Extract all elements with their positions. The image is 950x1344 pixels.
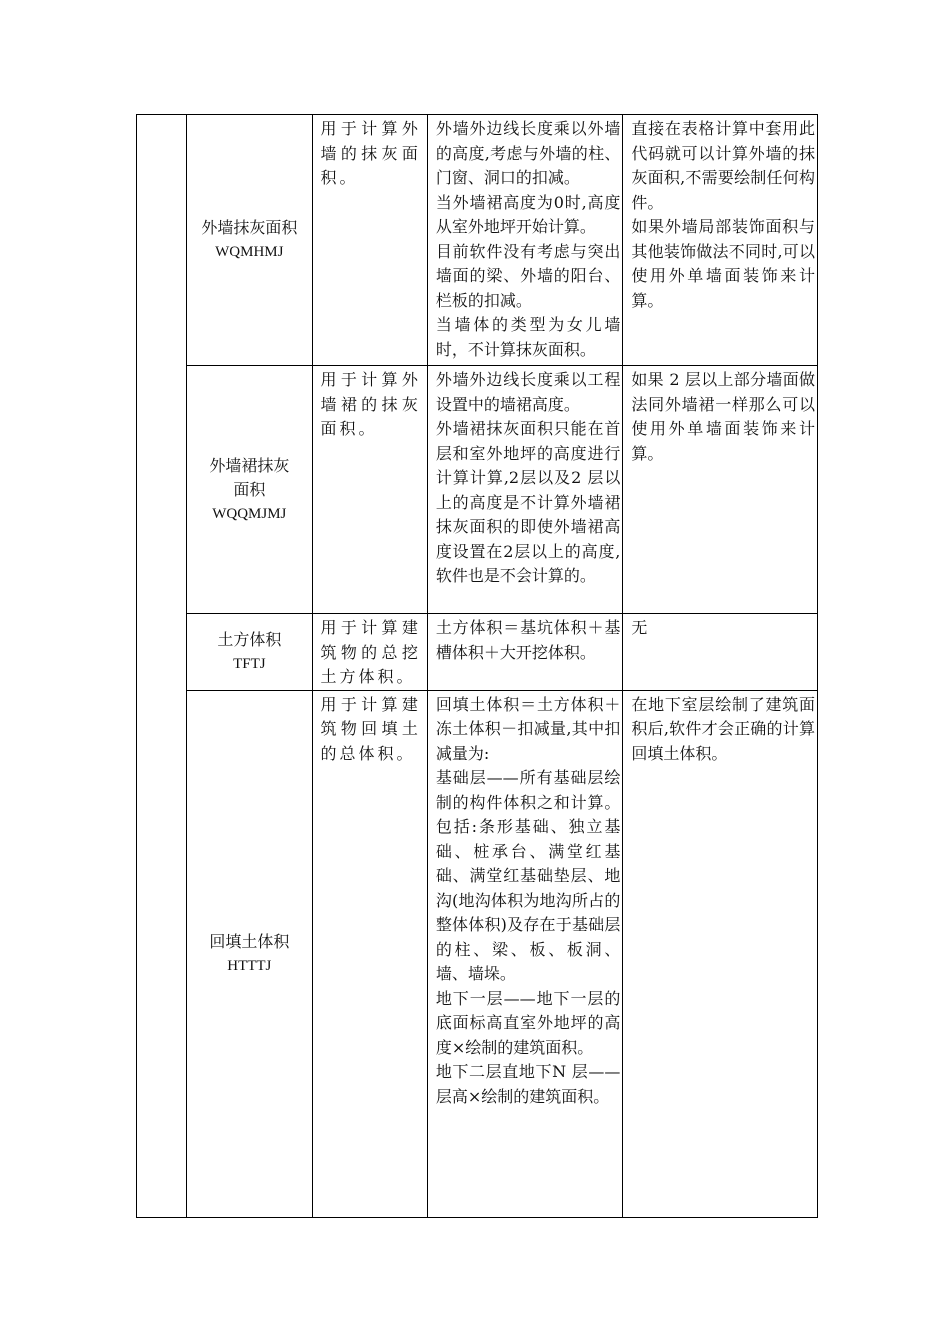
rule-paragraph: 土方体积＝基坑体积＋基槽体积＋大开挖体积。 [435,618,621,662]
usage-cell [312,614,427,691]
table-row [137,366,818,614]
usage-text: 用于计算外墙裙的抹灰面积。 [320,370,421,438]
rule-paragraph: 当墙体的类型为女儿墙时，不计算抹灰面积。 [435,315,621,359]
usage-cell [312,690,427,1217]
rule-paragraph: 回填土体积＝土方体积＋冻土体积－扣减量,其中扣减量为: [435,694,621,763]
rule-text [428,115,623,362]
item-code: WQQMJMJ [212,505,287,522]
note-text [623,366,817,466]
item-name: 外墙裙抹灰面积 [209,455,290,499]
rule-paragraph: 外墙外边线长度乘以工程设置中的墙裙高度。 [435,370,621,414]
item-name: 外墙抹灰面积 [201,218,298,237]
item-code: WQMHMJ [215,244,284,260]
rule-paragraph: 地下一层——地下一层的底面标高直室外地坪的高度×绘制的建筑面积。 [435,988,621,1057]
code-reference-table [136,114,818,1218]
item-name-cell [187,690,312,1217]
table-row [137,614,818,691]
item-name-cell [187,115,312,366]
rule-paragraph: 基础层——所有基础层绘制的构件体积之和计算。包括:条形基础、独立基础、桩承台、满堂红基础、满堂红基础垫层、地沟(地沟体积为地沟所占的整体体积)及存在于基础层的柱、梁、板、板洞、墙、墙垛。 [435,768,621,983]
note-cell [623,614,818,691]
rule-cell [427,690,623,1217]
note-paragraph: 直接在表格计算中套用此代码就可以计算外墙的抹灰面积,不需要绘制任何构件。 [631,119,815,212]
table-row [137,690,818,1217]
rule-paragraph: 地下二层直地下N 层——层高×绘制的建筑面积。 [435,1062,621,1106]
item-name: 土方体积 [217,629,282,649]
note-paragraph: 如果外墙局部装饰面积与其他装饰做法不同时,可以使用外单墙面装饰来计算。 [631,217,815,310]
item-name-cell [187,366,312,614]
rule-paragraph: 外墙裙抹灰面积只能在首层和室外地坪的高度进行计算计算,2层以及2 层以上的高度是不计算外墙裙抹灰面积的即使外墙裙高度设置在2层以上的高度,软件也是不会计算的。 [435,419,621,585]
note-cell [623,115,818,366]
rule-paragraph: 当外墙裙高度为0时,高度从室外地坪开始计算。 [435,192,621,236]
rule-cell [427,614,623,691]
rule-paragraph: 外墙外边线长度乘以外墙的高度,考虑与外墙的柱、门窗、洞口的扣减。 [435,119,621,187]
usage-text: 用于计算建筑物回填土的总体积。 [320,694,421,763]
note-text [623,691,817,767]
item-code: HTTTJ [227,957,272,974]
item-code: TFTJ [233,655,266,672]
item-name-cell [187,614,312,691]
note-text [623,614,817,641]
rule-paragraph: 目前软件没有考虑与突出墙面的梁、外墙的阳台、栏板的扣减。 [435,241,621,310]
note-paragraph: 如果 2 层以上部分墙面做法同外墙裙一样那么可以使用外单墙面装饰来计算。 [631,370,815,463]
item-name: 回填土体积 [209,931,290,951]
rule-text [428,691,623,1110]
table-row [137,115,818,366]
usage-text: 用于计算外墙的抹灰面积。 [320,119,421,187]
usage-cell [312,366,427,614]
rule-cell [427,366,623,614]
usage-cell [312,115,427,366]
note-cell [623,366,818,614]
category-cell [137,115,187,1218]
note-cell [623,690,818,1217]
note-paragraph: 在地下室层绘制了建筑面积后,软件才会正确的计算回填土体积。 [631,694,815,763]
usage-text: 用于计算建筑物的总挖土方体积。 [320,618,421,686]
rule-cell [427,115,623,366]
note-text [623,115,817,313]
rule-text [428,366,623,589]
rule-text [428,614,623,665]
note-paragraph: 无 [631,618,648,637]
